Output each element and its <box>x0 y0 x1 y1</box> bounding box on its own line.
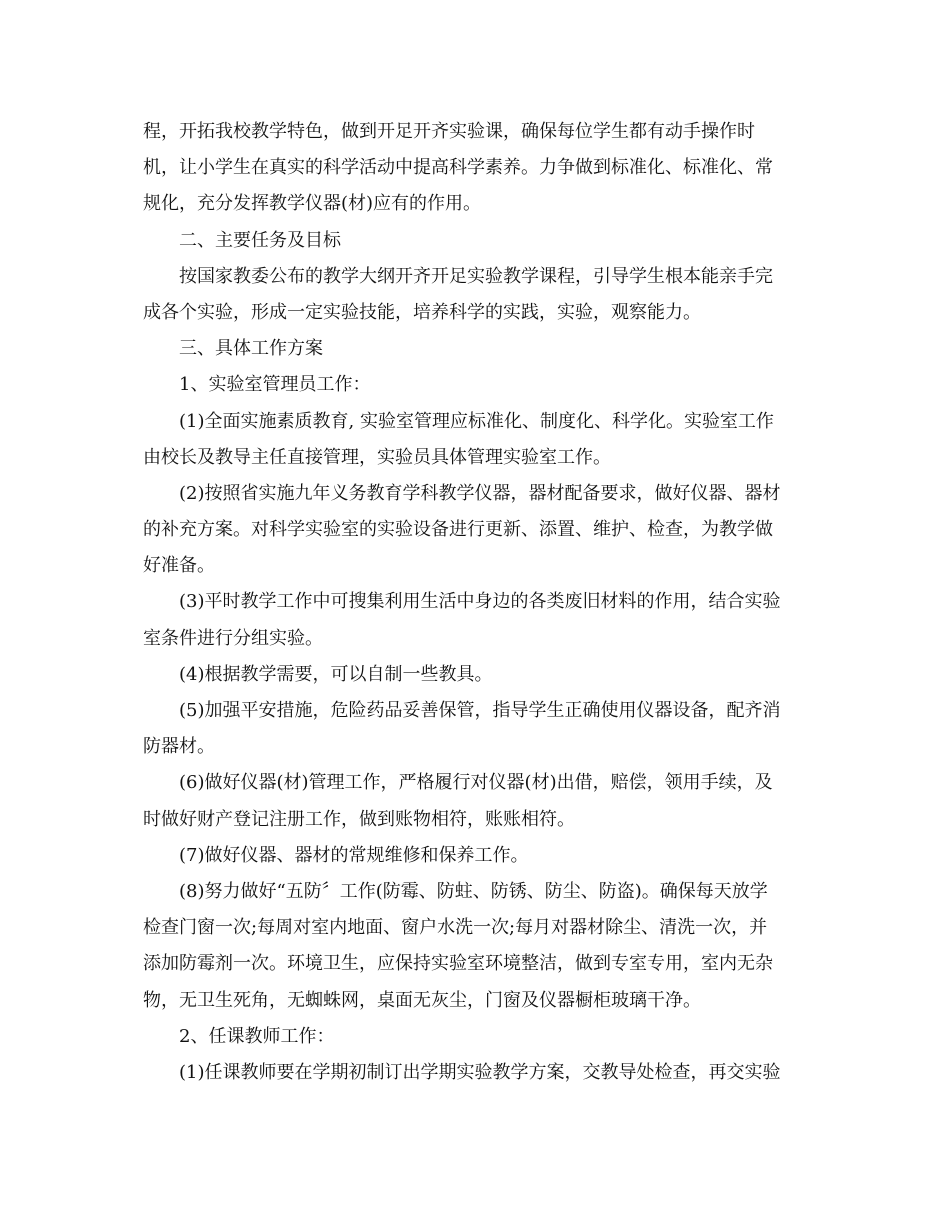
text-line-3: 规化，充分发挥教学仪器(材)应有的作用。 <box>143 193 482 215</box>
text-line-17: (5)加强平安措施，危险药品妥善保管，指导学生正确使用仪器设备，配齐消 <box>179 700 781 721</box>
text-line-22: (8)努力做好“五防〞工作(防霉、防蛀、防锈、防尘、防盗)。确保每天放学 <box>179 880 768 902</box>
text-line-12: 的补充方案。对科学实验室的实验设备进行更新、添置、维护、检查，为教学做 <box>143 519 773 541</box>
text-line-27: (1)任课教师要在学期初制订出学期实验教学方案，交教导处检查，再交实验 <box>179 1061 781 1083</box>
text-line-25: 物，无卫生死角，无蜘蛛网，桌面无灰尘，门窗及仪器橱柜玻璃干净。 <box>143 989 701 1011</box>
section-heading-2: 二、主要任务及目标 <box>179 229 341 251</box>
text-line-20: 时做好财产登记注册工作，做到账物相符，账账相符。 <box>143 808 575 830</box>
text-line-5: 按国家教委公布的教学大纲开齐开足实验教学课程，引导学生根本能亲手完 <box>179 265 773 287</box>
text-line-13: 好准备。 <box>143 555 215 577</box>
document-page <box>143 117 808 1094</box>
text-line-16: (4)根据教学需要，可以自制一些教具。 <box>179 663 493 685</box>
subsection-heading-2: 2、任课教师工作： <box>179 1025 335 1047</box>
text-line-10: 由校长及教导主任直接管理，实验员具体管理实验室工作。 <box>143 446 611 468</box>
text-line-9: (1)全面实施素质教育, 实验室管理应标准化、制度化、科学化。实验室工作 <box>179 410 774 432</box>
subsection-heading-1: 1、实验室管理员工作： <box>179 374 371 396</box>
text-line-11: (2)按照省实施九年义务教育学科教学仪器，器材配备要求，做好仪器、器材 <box>179 482 781 504</box>
text-line-6: 成各个实验，形成一定实验技能，培养科学的实践，实验，观察能力。 <box>143 301 701 323</box>
text-line-24: 添加防霉剂一次。环境卫生，应保持实验室环境整洁，做到专室专用，室内无杂 <box>143 953 773 975</box>
section-heading-3: 三、具体工作方案 <box>179 338 323 360</box>
text-line-21: (7)做好仪器、器材的常规维修和保养工作。 <box>179 844 529 866</box>
text-line-2: 机，让小学生在真实的科学活动中提高科学素养。力争做到标准化、标准化、常 <box>143 157 773 179</box>
text-line-15: 室条件进行分组实验。 <box>143 627 323 649</box>
text-line-1: 程，开拓我校教学特色，做到开足开齐实验课，确保每位学生都有动手操作时 <box>143 121 755 142</box>
text-line-19: (6)做好仪器(材)管理工作，严格履行对仪器(材)出借，赔偿，领用手续，及 <box>179 772 773 794</box>
text-line-23: 检查门窗一次;每周对室内地面、窗户水洗一次;每月对器材除尘、清洗一次，并 <box>143 917 768 939</box>
text-line-14: (3)平时教学工作中可搜集利用生活中身边的各类废旧材料的作用，结合实验 <box>179 591 781 613</box>
text-line-18: 防器材。 <box>143 736 215 758</box>
